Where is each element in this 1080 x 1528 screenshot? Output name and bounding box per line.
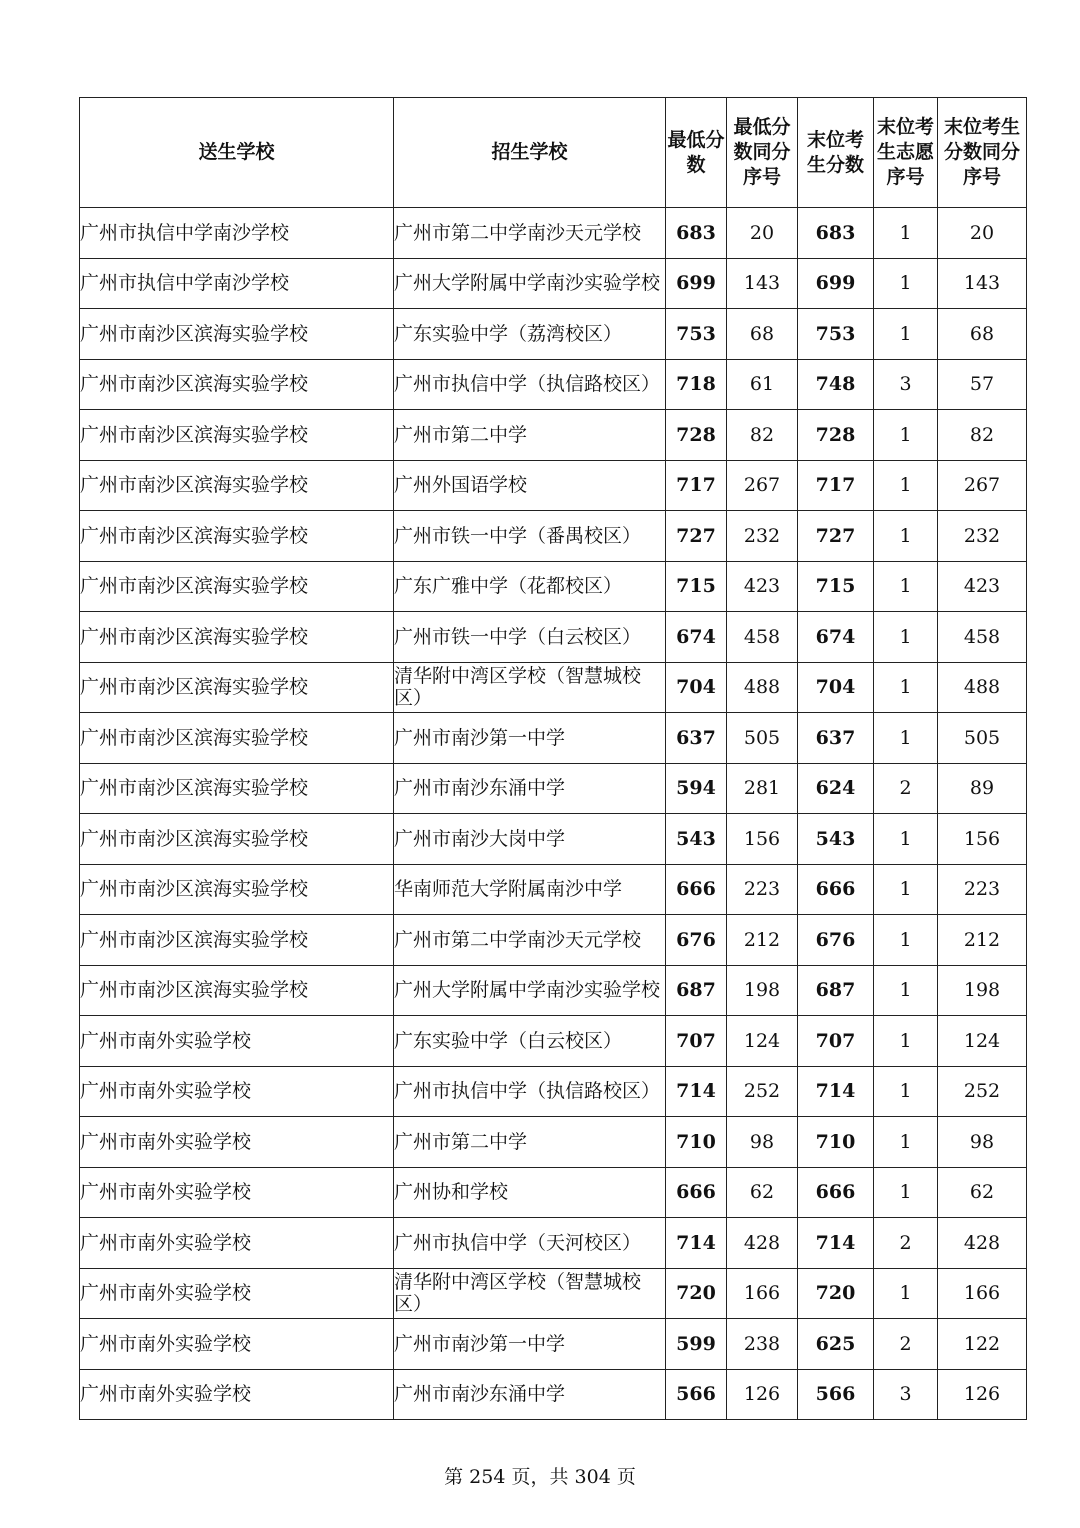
recruit-school-cell: 广东实验中学（白云校区） — [394, 1016, 666, 1067]
last-score-cell: 748 — [798, 359, 874, 410]
min-rank-cell: 124 — [727, 1016, 798, 1067]
last-rank-cell: 505 — [938, 713, 1027, 764]
min-score-cell: 599 — [666, 1319, 727, 1370]
min-rank-cell: 505 — [727, 713, 798, 764]
last-score-cell: 566 — [798, 1369, 874, 1420]
recruit-school-cell: 广州市执信中学（执信路校区） — [394, 359, 666, 410]
last-rank-cell: 68 — [938, 309, 1027, 360]
send-school-cell: 广州市南外实验学校 — [80, 1218, 394, 1269]
send-school-cell: 广州市南沙区滨海实验学校 — [80, 814, 394, 865]
header-row — [80, 98, 1027, 208]
min-score-cell: 718 — [666, 359, 727, 410]
last-rank-cell: 124 — [938, 1016, 1027, 1067]
table-row — [80, 662, 1027, 713]
min-score-cell: 728 — [666, 410, 727, 461]
last-pref-cell: 1 — [874, 208, 938, 259]
last-score-cell: 699 — [798, 258, 874, 309]
last-score-cell: 666 — [798, 864, 874, 915]
send-school-cell: 广州市南沙区滨海实验学校 — [80, 359, 394, 410]
recruit-school-cell: 广州市南沙大岗中学 — [394, 814, 666, 865]
recruit-school-cell: 广东广雅中学（花都校区） — [394, 561, 666, 612]
send-school-cell: 广州市南外实验学校 — [80, 1319, 394, 1370]
admission-table — [79, 97, 1027, 1420]
min-rank-cell: 281 — [727, 763, 798, 814]
last-rank-cell: 156 — [938, 814, 1027, 865]
recruit-school-cell: 广州市南沙第一中学 — [394, 713, 666, 764]
recruit-school-cell: 清华附中湾区学校（智慧城校区） — [394, 662, 666, 713]
last-pref-cell: 1 — [874, 258, 938, 309]
last-rank-cell: 143 — [938, 258, 1027, 309]
send-school-cell: 广州市南外实验学校 — [80, 1268, 394, 1319]
table-row — [80, 1369, 1027, 1420]
last-rank-cell: 166 — [938, 1268, 1027, 1319]
recruit-school-cell: 华南师范大学附属南沙中学 — [394, 864, 666, 915]
last-pref-cell: 1 — [874, 511, 938, 562]
min-rank-cell: 166 — [727, 1268, 798, 1319]
table-row — [80, 864, 1027, 915]
last-rank-cell: 122 — [938, 1319, 1027, 1370]
last-rank-cell: 428 — [938, 1218, 1027, 1269]
send-school-cell: 广州市南沙区滨海实验学校 — [80, 662, 394, 713]
last-pref-cell: 2 — [874, 1218, 938, 1269]
last-score-cell: 753 — [798, 309, 874, 360]
recruit-school-cell: 广州大学附属中学南沙实验学校 — [394, 258, 666, 309]
min-score-cell: 704 — [666, 662, 727, 713]
recruit-school-cell: 广州市铁一中学（番禺校区） — [394, 511, 666, 562]
last-score-cell: 543 — [798, 814, 874, 865]
table-row — [80, 1117, 1027, 1168]
table-row — [80, 1268, 1027, 1319]
min-score-cell: 717 — [666, 460, 727, 511]
recruit-school-cell: 广州市第二中学 — [394, 1117, 666, 1168]
table-row — [80, 561, 1027, 612]
send-school-cell: 广州市南沙区滨海实验学校 — [80, 460, 394, 511]
last-pref-cell: 1 — [874, 864, 938, 915]
min-rank-cell: 212 — [727, 915, 798, 966]
table-row — [80, 359, 1027, 410]
last-rank-cell: 20 — [938, 208, 1027, 259]
min-rank-cell: 156 — [727, 814, 798, 865]
min-rank-cell: 20 — [727, 208, 798, 259]
last-pref-cell: 1 — [874, 1268, 938, 1319]
recruit-school-cell: 广州外国语学校 — [394, 460, 666, 511]
table-row — [80, 258, 1027, 309]
send-school-cell: 广州市南沙区滨海实验学校 — [80, 763, 394, 814]
last-rank-cell: 62 — [938, 1167, 1027, 1218]
last-pref-cell: 1 — [874, 1066, 938, 1117]
min-rank-cell: 458 — [727, 612, 798, 663]
last-score-cell: 637 — [798, 713, 874, 764]
min-rank-cell: 82 — [727, 410, 798, 461]
send-school-cell: 广州市南外实验学校 — [80, 1066, 394, 1117]
table-row — [80, 1016, 1027, 1067]
last-score-cell: 666 — [798, 1167, 874, 1218]
last-rank-cell: 252 — [938, 1066, 1027, 1117]
min-score-cell: 714 — [666, 1066, 727, 1117]
header-last-score: 末位考生分数 — [798, 98, 874, 208]
last-score-cell: 683 — [798, 208, 874, 259]
min-rank-cell: 238 — [727, 1319, 798, 1370]
table-row — [80, 511, 1027, 562]
last-rank-cell: 89 — [938, 763, 1027, 814]
last-rank-cell: 212 — [938, 915, 1027, 966]
send-school-cell: 广州市南外实验学校 — [80, 1016, 394, 1067]
last-score-cell: 710 — [798, 1117, 874, 1168]
min-rank-cell: 143 — [727, 258, 798, 309]
last-score-cell: 624 — [798, 763, 874, 814]
min-score-cell: 666 — [666, 1167, 727, 1218]
min-score-cell: 714 — [666, 1218, 727, 1269]
send-school-cell: 广州市执信中学南沙学校 — [80, 258, 394, 309]
send-school-cell: 广州市南沙区滨海实验学校 — [80, 309, 394, 360]
min-rank-cell: 62 — [727, 1167, 798, 1218]
last-pref-cell: 1 — [874, 460, 938, 511]
min-rank-cell: 428 — [727, 1218, 798, 1269]
min-score-cell: 674 — [666, 612, 727, 663]
send-school-cell: 广州市南沙区滨海实验学校 — [80, 713, 394, 764]
recruit-school-cell: 广州市第二中学南沙天元学校 — [394, 915, 666, 966]
last-pref-cell: 3 — [874, 359, 938, 410]
send-school-cell: 广州市南沙区滨海实验学校 — [80, 511, 394, 562]
table-row — [80, 1066, 1027, 1117]
last-score-cell: 714 — [798, 1218, 874, 1269]
min-rank-cell: 488 — [727, 662, 798, 713]
send-school-cell: 广州市南沙区滨海实验学校 — [80, 965, 394, 1016]
table-row — [80, 763, 1027, 814]
min-score-cell: 715 — [666, 561, 727, 612]
table-row — [80, 1319, 1027, 1370]
send-school-cell: 广州市南沙区滨海实验学校 — [80, 915, 394, 966]
last-score-cell: 707 — [798, 1016, 874, 1067]
recruit-school-cell: 广州大学附属中学南沙实验学校 — [394, 965, 666, 1016]
header-last-pref: 末位考生志愿序号 — [874, 98, 938, 208]
last-pref-cell: 2 — [874, 1319, 938, 1370]
last-rank-cell: 423 — [938, 561, 1027, 612]
last-rank-cell: 267 — [938, 460, 1027, 511]
last-rank-cell: 458 — [938, 612, 1027, 663]
last-pref-cell: 1 — [874, 309, 938, 360]
send-school-cell: 广州市南沙区滨海实验学校 — [80, 612, 394, 663]
recruit-school-cell: 清华附中湾区学校（智慧城校区） — [394, 1268, 666, 1319]
last-score-cell: 717 — [798, 460, 874, 511]
recruit-school-cell: 广州市第二中学 — [394, 410, 666, 461]
min-score-cell: 683 — [666, 208, 727, 259]
last-score-cell: 687 — [798, 965, 874, 1016]
table-row — [80, 713, 1027, 764]
table-row — [80, 814, 1027, 865]
min-score-cell: 687 — [666, 965, 727, 1016]
last-pref-cell: 2 — [874, 763, 938, 814]
last-score-cell: 715 — [798, 561, 874, 612]
last-pref-cell: 1 — [874, 915, 938, 966]
min-rank-cell: 68 — [727, 309, 798, 360]
min-rank-cell: 423 — [727, 561, 798, 612]
recruit-school-cell: 广州市南沙第一中学 — [394, 1319, 666, 1370]
last-score-cell: 714 — [798, 1066, 874, 1117]
last-rank-cell: 223 — [938, 864, 1027, 915]
header-send-school: 送生学校 — [80, 98, 394, 208]
header-last-rank: 末位考生分数同分序号 — [938, 98, 1027, 208]
table-row — [80, 309, 1027, 360]
min-score-cell: 676 — [666, 915, 727, 966]
table-row — [80, 208, 1027, 259]
last-score-cell: 625 — [798, 1319, 874, 1370]
last-score-cell: 727 — [798, 511, 874, 562]
last-pref-cell: 1 — [874, 1167, 938, 1218]
header-recruit-school: 招生学校 — [394, 98, 666, 208]
table-row — [80, 612, 1027, 663]
min-rank-cell: 267 — [727, 460, 798, 511]
min-score-cell: 594 — [666, 763, 727, 814]
header-min-rank: 最低分数同分序号 — [727, 98, 798, 208]
last-pref-cell: 1 — [874, 814, 938, 865]
send-school-cell: 广州市南外实验学校 — [80, 1117, 394, 1168]
min-score-cell: 699 — [666, 258, 727, 309]
recruit-school-cell: 广东实验中学（荔湾校区） — [394, 309, 666, 360]
last-pref-cell: 1 — [874, 1016, 938, 1067]
min-score-cell: 543 — [666, 814, 727, 865]
recruit-school-cell: 广州市执信中学（天河校区） — [394, 1218, 666, 1269]
recruit-school-cell: 广州市铁一中学（白云校区） — [394, 612, 666, 663]
min-score-cell: 753 — [666, 309, 727, 360]
recruit-school-cell: 广州协和学校 — [394, 1167, 666, 1218]
min-score-cell: 666 — [666, 864, 727, 915]
last-pref-cell: 3 — [874, 1369, 938, 1420]
min-rank-cell: 126 — [727, 1369, 798, 1420]
last-score-cell: 674 — [798, 612, 874, 663]
last-pref-cell: 1 — [874, 561, 938, 612]
min-rank-cell: 252 — [727, 1066, 798, 1117]
min-rank-cell: 223 — [727, 864, 798, 915]
min-score-cell: 637 — [666, 713, 727, 764]
min-score-cell: 720 — [666, 1268, 727, 1319]
min-rank-cell: 198 — [727, 965, 798, 1016]
table-row — [80, 965, 1027, 1016]
last-score-cell: 728 — [798, 410, 874, 461]
last-rank-cell: 82 — [938, 410, 1027, 461]
last-pref-cell: 1 — [874, 1117, 938, 1168]
page-footer: 第 254 页，共 304 页 — [444, 1466, 636, 1488]
table-row — [80, 410, 1027, 461]
last-score-cell: 704 — [798, 662, 874, 713]
send-school-cell: 广州市执信中学南沙学校 — [80, 208, 394, 259]
last-pref-cell: 1 — [874, 612, 938, 663]
min-score-cell: 566 — [666, 1369, 727, 1420]
send-school-cell: 广州市南沙区滨海实验学校 — [80, 864, 394, 915]
last-score-cell: 676 — [798, 915, 874, 966]
last-rank-cell: 57 — [938, 359, 1027, 410]
recruit-school-cell: 广州市第二中学南沙天元学校 — [394, 208, 666, 259]
last-rank-cell: 126 — [938, 1369, 1027, 1420]
last-pref-cell: 1 — [874, 410, 938, 461]
send-school-cell: 广州市南外实验学校 — [80, 1369, 394, 1420]
min-rank-cell: 98 — [727, 1117, 798, 1168]
min-rank-cell: 232 — [727, 511, 798, 562]
send-school-cell: 广州市南沙区滨海实验学校 — [80, 410, 394, 461]
last-rank-cell: 98 — [938, 1117, 1027, 1168]
recruit-school-cell: 广州市南沙东涌中学 — [394, 1369, 666, 1420]
last-pref-cell: 1 — [874, 662, 938, 713]
last-rank-cell: 198 — [938, 965, 1027, 1016]
last-rank-cell: 232 — [938, 511, 1027, 562]
last-pref-cell: 1 — [874, 713, 938, 764]
min-score-cell: 710 — [666, 1117, 727, 1168]
recruit-school-cell: 广州市南沙东涌中学 — [394, 763, 666, 814]
last-rank-cell: 488 — [938, 662, 1027, 713]
last-pref-cell: 1 — [874, 965, 938, 1016]
min-score-cell: 727 — [666, 511, 727, 562]
min-score-cell: 707 — [666, 1016, 727, 1067]
send-school-cell: 广州市南沙区滨海实验学校 — [80, 561, 394, 612]
table-row — [80, 915, 1027, 966]
header-min-score: 最低分数 — [666, 98, 727, 208]
send-school-cell: 广州市南外实验学校 — [80, 1167, 394, 1218]
table-row — [80, 1218, 1027, 1269]
table-row — [80, 1167, 1027, 1218]
last-score-cell: 720 — [798, 1268, 874, 1319]
table-row — [80, 460, 1027, 511]
recruit-school-cell: 广州市执信中学（执信路校区） — [394, 1066, 666, 1117]
min-rank-cell: 61 — [727, 359, 798, 410]
